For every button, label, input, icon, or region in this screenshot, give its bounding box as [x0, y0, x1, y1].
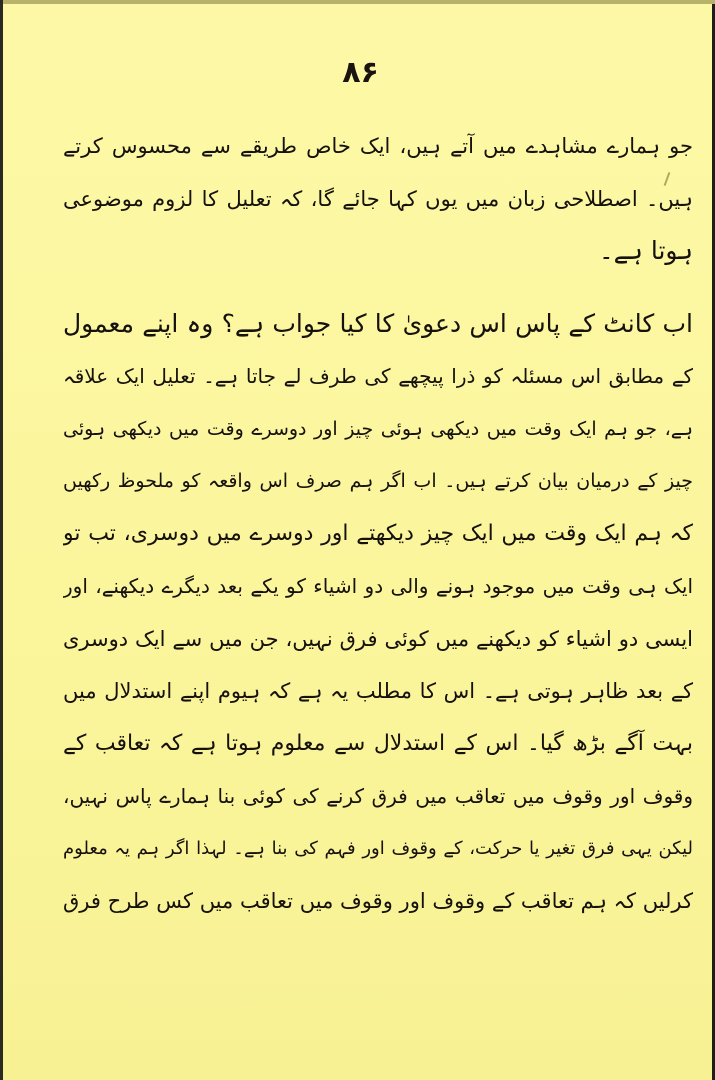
text-line: ایسی دو اشیاء کو دیکھنے میں کوئی فرق نہیں، جن میں سے ایک دوسری: [63, 626, 693, 651]
paragraph-1: [63, 130, 693, 288]
text-line: بہت آگے بڑھ گیا۔ اس کے استدلال سے معلوم ہوتا ہے کہ تعاقب کے: [63, 730, 693, 756]
page-top-edge: [3, 0, 715, 4]
text-line: لیکن یہی فرق تغیر یا حرکت، کے وقوف اور فہم کی بنا ہے۔ لہذا اگر ہم یہ معلوم: [63, 837, 693, 859]
text-line: کے بعد ظاہر ہوتی ہے۔ اس کا مطلب یہ ہے کہ ہیوم اپنے استدلال میں: [63, 679, 693, 703]
text-line: ہیں۔ اصطلاحی زبان میں یوں کہا جائے گا، کہ تعلیل کا لزوم موضوعی: [63, 186, 693, 211]
text-line: اب کانٹ کے پاس اس دعویٰ کا کیا جواب ہے؟ وہ اپنے معمول: [63, 308, 693, 338]
text-line: کرلیں کہ ہم تعاقب کے وقوف اور وقوف میں تعاقب میں کس طرح فرق: [63, 889, 693, 913]
text-line: ہوتا ہے۔: [598, 236, 693, 265]
text-line: جو ہمارے مشاہدے میں آتے ہیں، ایک خاص طریقے سے محسوس کرتے: [63, 134, 693, 158]
text-line: چیز کے درمیان بیان کرتے ہیں۔ اب اگر ہم صرف اس واقعہ کو ملحوظ رکھیں: [63, 470, 693, 492]
text-line: کہ ہم ایک وقت میں ایک چیز دیکھتے اور دوسرے میں دوسری، تب تو: [63, 520, 693, 546]
text-line: ایک ہی وقت میں موجود ہونے والی دو اشیاء کو یکے بعد دیگرے دیکھنے، اور: [63, 574, 693, 598]
text-line: کے مطابق اس مسئلہ کو ذرا پیچھے کی طرف لے جاتا ہے۔ تعلیل ایک علاقہ: [63, 364, 693, 388]
text-line: وقوف اور وقوف میں تعاقب میں فرق کرنے کی کوئی بنا ہمارے پاس نہیں،: [63, 784, 693, 808]
body-text: [63, 130, 693, 938]
paragraph-2: [63, 308, 693, 938]
page-number: ۸۶: [342, 55, 379, 90]
text-line: ہے، جو ہم ایک وقت میں دیکھی ہوئی چیز اور دوسرے وقت میں دیکھی ہوئی: [63, 417, 693, 440]
